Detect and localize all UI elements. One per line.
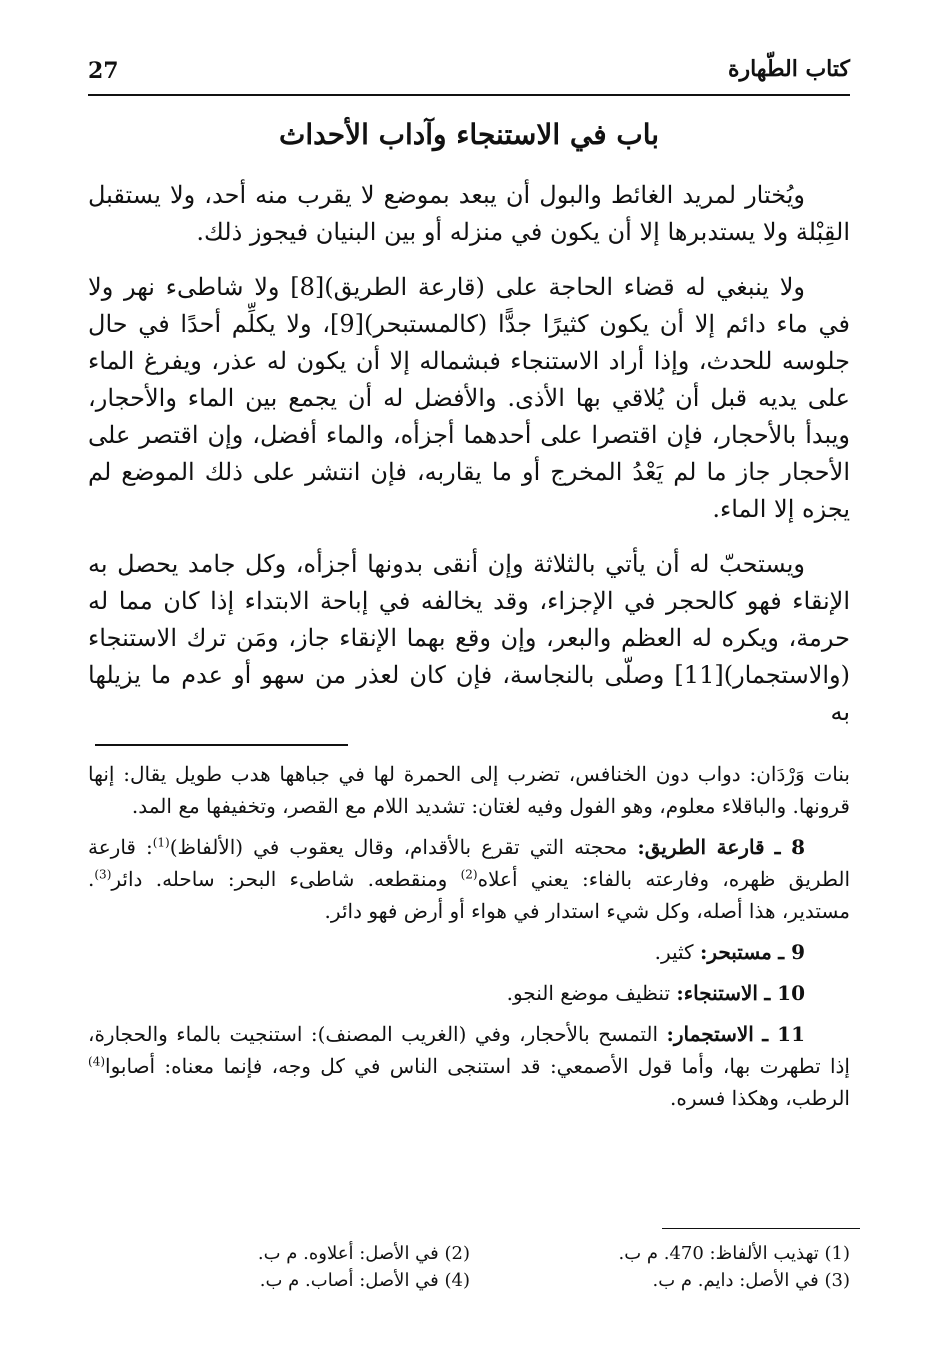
note-9 [88, 936, 850, 968]
footnote-1: (1) تهذيب الألفاظ: 470. م ب. [618, 1243, 850, 1264]
footnote-row [88, 1240, 850, 1267]
chapter-title: باب في الاستنجاء وآداب الأحداث [278, 118, 660, 151]
footnote-ref[interactable]: (3) [94, 867, 112, 882]
note-number: 9 ـ [778, 940, 805, 964]
note-heading: الاستجمار: [666, 1022, 754, 1046]
note-text: كثير. [654, 940, 694, 964]
note-8 [88, 831, 850, 927]
footnote-4: (4) في الأصل: أصاب. م ب. [259, 1270, 470, 1291]
note-continuation: بنات وَرْدَان: دواب دون الخنافس، تضرب إلى الحمرة لها في جباهها هدب طويل يقال: إنها قرونها. والباقلاء معلوم، وهو الفول وفيه لغتان: تشديد اللام مع القصر، وتخفيفها مع المد. [88, 762, 850, 818]
footnote-row [88, 1267, 850, 1294]
footnote-ref[interactable]: (1) [152, 835, 170, 850]
footnote-ref[interactable]: (2) [460, 867, 478, 882]
paragraph: ولا ينبغي له قضاء الحاجة على (قارعة الطريق)[8] ولا شاطىء نهر ولا في ماء دائم إلا أن يكون كثيرًا جدًّا (كالمستبحر)[9]، ولا يكلِّم أحدًا في حال جلوسه للحدث، وإذا أراد الاستنجاء فبشماله إلا أن يكون له عذر، ويفرغ الماء على يديه قبل أن يُلاقي بها الأذى. والأفضل له أن يجمع بين الماء والأحجار، ويبدأ بالأحجار، فإن اقتصرا على أحدهما أجزأه، والماء أفضل، وإن اقتصر على الأحجار جاز ما لم يَعْدُ المخرج أو ما يقاربه، فإن انتشر على ذلك الموضع لم يجزه إلا الماء. [88, 273, 851, 523]
paragraph: ويستحبّ له أن يأتي بالثلاثة وإن أنقى بدونها أجزأه، وكل جامد يحصل به الإنقاء فهو كالحجر في الإجزاء، وقد يخالفه في إباحة الابتداء إذا كان مما له حرمة، ويكره له العظم والبعر، وإن وقع بهما الإنقاء جاز، ومَن ترك الاستنجاء (والاستجمار)[11] وصلّى بالنجاسة، فإن كان لعذر من سهو أو عدم ما يزيلها به [88, 550, 850, 726]
note-text: تنظيف موضع النجو. [506, 981, 671, 1005]
note-text: : قارعة الطريق ظهره، وفارعته بالفاء: يعني أعلاه [88, 835, 851, 891]
page-number: 27 [88, 58, 119, 84]
note-text: التمسح بالأحجار، وفي (الغريب المصنف): استنجيت بالماء والحجارة، إذا تطهرت بها، وأما قول الأصمعي: قد استنجى الناس في كل وجه، فإنما معناه: أصابوا [88, 1022, 850, 1078]
note-text: الرطب، وهكذا فسره. [670, 1086, 850, 1110]
note-10 [88, 977, 850, 1009]
footnotes-divider [662, 1228, 860, 1229]
note-number: 10 ـ [764, 981, 805, 1005]
page-header [88, 56, 850, 96]
footnote-ref[interactable]: (4) [88, 1054, 106, 1069]
note-text: ومنقطعه. شاطىء البحر: ساحله. دائر [111, 867, 461, 891]
note-heading: الاستنجاء: [676, 981, 758, 1005]
note-number: 11 ـ [762, 1022, 806, 1046]
running-head: كتاب الطّهارة [727, 56, 850, 82]
footnote-2: (2) في الأصل: أعلاوه. م ب. [257, 1243, 470, 1264]
note-text: . مستدير، هذا أصله، وكل شيء استدار في هواء أو أرض فهو دائر. [88, 867, 850, 923]
note-number: 8 ـ [774, 835, 805, 859]
paragraph: ويُختار لمريد الغائط والبول أن يبعد بموضع لا يقرب منه أحد، ولا يستقبل القِبْلة ولا يستدبرها إلا أن يكون في منزله أو بين البنيان فيجوز ذلك. [88, 181, 850, 246]
footnote-3: (3) في الأصل: دايم. م ب. [652, 1270, 850, 1291]
note-heading: قارعة الطريق: [637, 835, 765, 859]
note-11 [88, 1018, 850, 1114]
footnotes [88, 1240, 850, 1294]
note-heading: مستبحر: [699, 940, 772, 964]
notes-divider [95, 744, 348, 746]
main-text [88, 177, 850, 749]
note-text: محجته التي تقرع بالأقدام، وقال يعقوب في (الألفاظ) [169, 835, 628, 859]
commentary-notes [88, 758, 850, 1123]
